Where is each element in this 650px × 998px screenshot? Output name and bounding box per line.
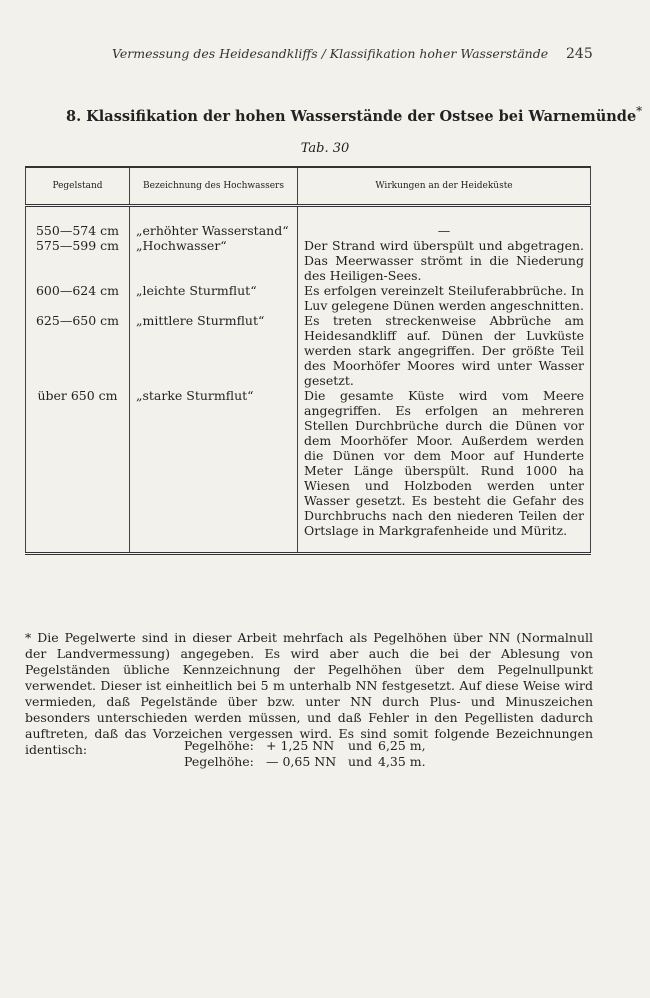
effects-cell: Es erfolgen vereinzelt Steiluferabbrüche. In Luv gelegene Dünen werden angeschnitten. xyxy=(298,283,591,313)
table-label: Tab. 30 xyxy=(300,141,350,156)
gauge-value: 6,25 m, xyxy=(378,738,426,753)
header-gauge: Pegelstand xyxy=(26,167,130,206)
equivalence-conj: und xyxy=(348,738,373,753)
designation-cell: „mittlere Sturmflut“ xyxy=(130,313,298,388)
equivalence-label: Pegelhöhe: xyxy=(184,738,254,753)
section-title xyxy=(66,104,643,125)
designation-cell: „Hochwasser“ xyxy=(130,238,298,283)
gauge-cell: 550—574 cm xyxy=(26,206,130,239)
table-row xyxy=(26,238,591,283)
nn-value: + 1,25 NN xyxy=(266,738,335,753)
table-row xyxy=(26,388,591,554)
effects-cell: Der Strand wird überspült und abgetragen. Das Meerwasser strömt in die Niederung des Heiligen-Sees. xyxy=(298,238,591,283)
section-title-text: 8. Klassifikation der hohen Wasserstände der Ostsee bei Warnemünde xyxy=(66,107,637,125)
gauge-cell: über 650 cm xyxy=(26,388,130,554)
gauge-cell: 600—624 cm xyxy=(26,283,130,313)
footnote: * Die Pegelwerte sind in dieser Arbeit mehrfach als Pegelhöhen über NN (Normalnull der Landvermessung) angegeben. Es wird aber auch die bei der Ablesung von Pegelständen übliche Kennzeichnung der Pegelhöhen über dem Pegelnullpunkt verwendet. Dieser ist einheitlich bei 5 m unterhalb NN festgesetzt. Auf diese Weise wird vermieden, daß Pegelstände über bzw. unter NN durch Plus- und Minuszeichen besonders unterschieden werden müssen, und daß Fehler in den Pegellisten dadurch auftreten, daß das Vorzeichen vergessen wird. Es sind somit folgende Bezeichnungen identisch: xyxy=(25,630,593,757)
equivalence-conj: und xyxy=(348,754,373,769)
effects-cell: Die gesamte Küste wird vom Meere angegriffen. Es erfolgen an mehreren Stellen Durchbrüche durch die Dünen vor dem Moorhöfer Moor. Außerdem werden die Dünen vor dem Moor auf Hunderte Meter Länge überspült. Rund 1000 ha Wiesen und Holzboden werden unter Wasser gesetzt. Es besteht die Gefahr des Durchbruchs nach den niederen Teilen der Ortslage in Markgrafenheide und Müritz. xyxy=(298,388,591,554)
footnote-marker: * xyxy=(636,104,643,118)
nn-value: — 0,65 NN xyxy=(266,754,337,769)
running-header: Vermessung des Heidesandkliffs / Klassifikation hoher Wasserstände xyxy=(112,46,549,61)
header-effects: Wirkungen an der Heideküste xyxy=(298,167,591,206)
table-header-row xyxy=(26,167,591,206)
gauge-cell: 575—599 cm xyxy=(26,238,130,283)
header-designation: Bezeichnung des Hochwassers xyxy=(130,167,298,206)
designation-cell: „erhöhter Wasserstand“ xyxy=(130,206,298,239)
table-row xyxy=(26,283,591,313)
table-row xyxy=(26,206,591,239)
equivalence-label: Pegelhöhe: xyxy=(184,754,254,769)
gauge-cell: 625—650 cm xyxy=(26,313,130,388)
designation-cell: „leichte Sturmflut“ xyxy=(130,283,298,313)
page-number: 245 xyxy=(566,46,593,62)
effects-cell: — xyxy=(298,206,591,239)
table-row xyxy=(26,313,591,388)
designation-cell: „starke Sturmflut“ xyxy=(130,388,298,554)
gauge-value: 4,35 m. xyxy=(378,754,426,769)
water-level-table xyxy=(25,166,591,555)
effects-cell: Es treten streckenweise Abbrüche am Heidesandkliff auf. Dünen der Luvküste werden stark angegriffen. Der größte Teil des Moorhöfer Moores wird unter Wasser gesetzt. xyxy=(298,313,591,388)
equivalence-line xyxy=(184,754,426,770)
equivalence-line xyxy=(184,738,426,754)
